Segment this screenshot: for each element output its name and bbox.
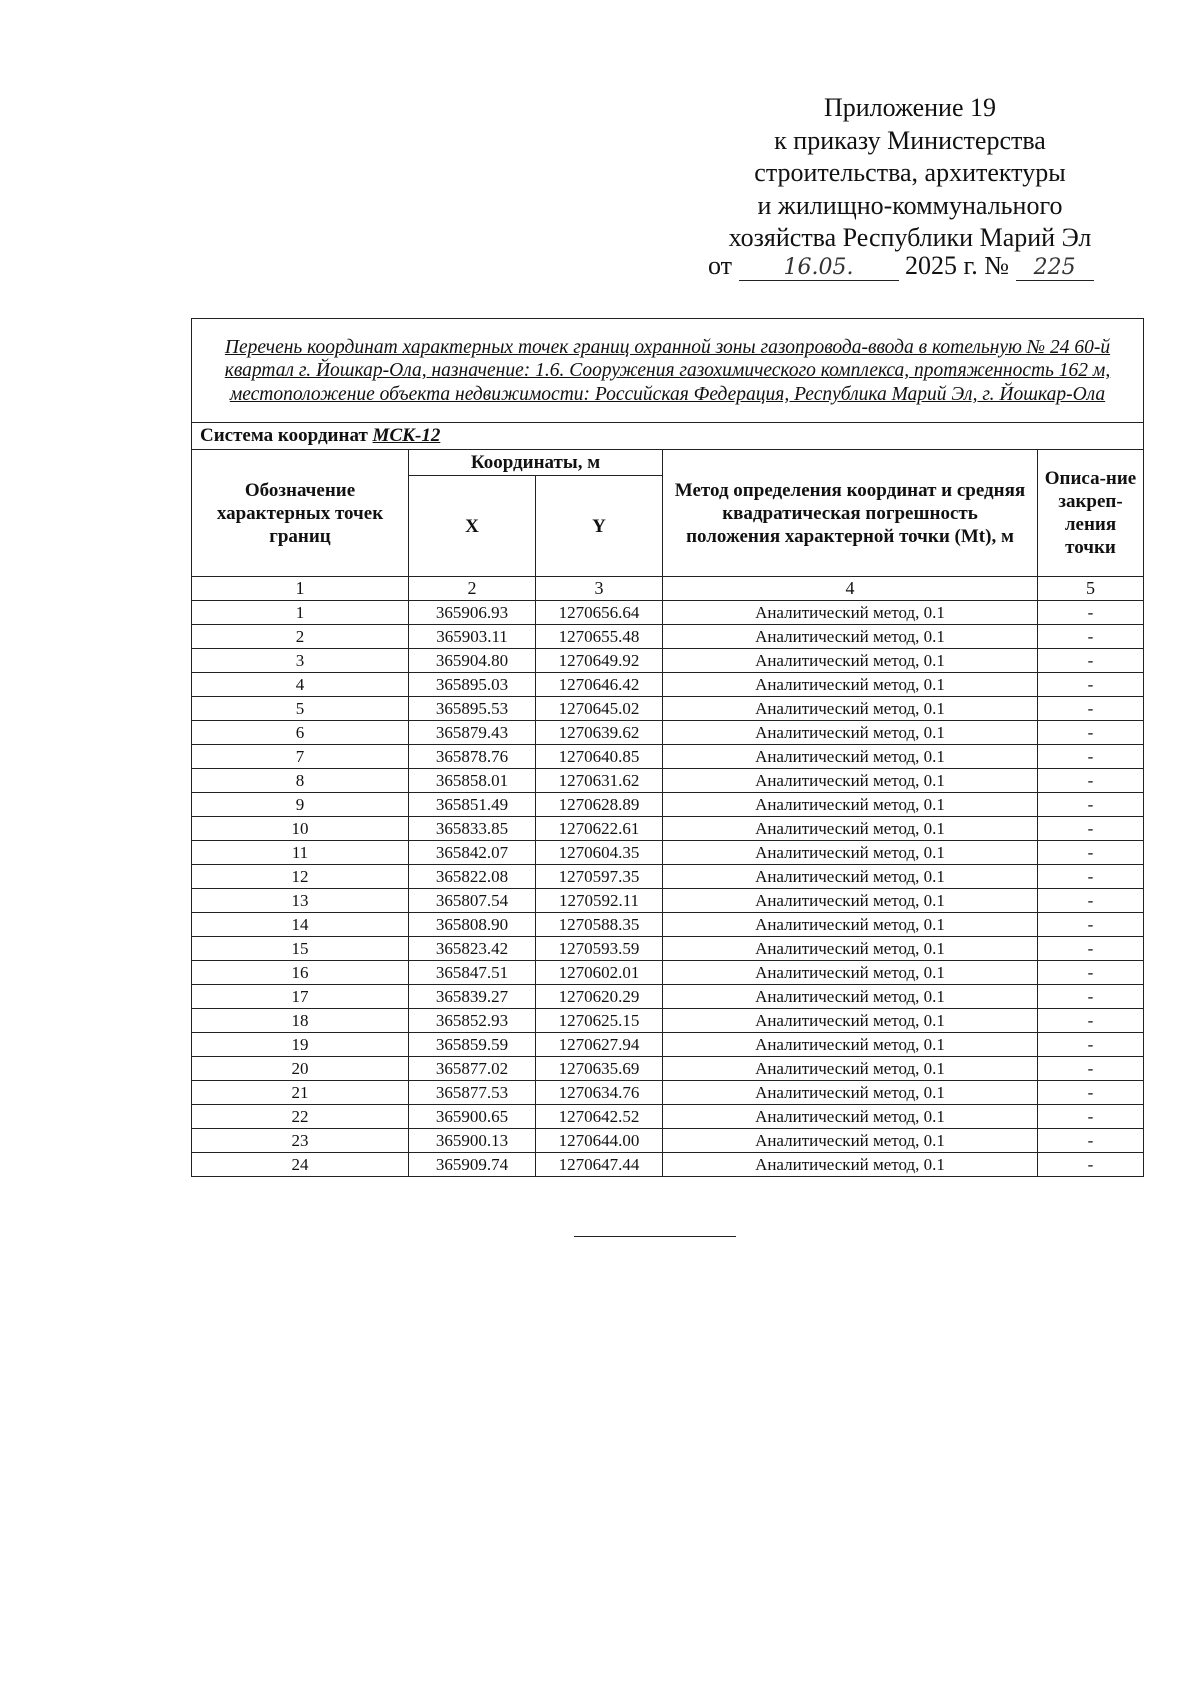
coordinate-system-value: МСК-12 — [372, 425, 441, 446]
cell-description: - — [1038, 961, 1144, 985]
appendix-line: хозяйства Республики Марий Эл — [728, 223, 1092, 252]
cell-y: 1270628.89 — [536, 793, 663, 817]
cell-method: Аналитический метод, 0.1 — [663, 745, 1038, 769]
cell-point-number: 23 — [192, 1129, 409, 1153]
cell-description: - — [1038, 841, 1144, 865]
cell-description: - — [1038, 769, 1144, 793]
cell-method: Аналитический метод, 0.1 — [663, 1129, 1038, 1153]
order-number-handwritten: 225 — [1016, 256, 1094, 281]
cell-method: Аналитический метод, 0.1 — [663, 601, 1038, 625]
cell-x: 365842.07 — [409, 841, 536, 865]
cell-y: 1270635.69 — [536, 1057, 663, 1081]
cell-description: - — [1038, 1153, 1144, 1177]
table-row — [192, 721, 1144, 745]
cell-y: 1270592.11 — [536, 889, 663, 913]
appendix-line: к приказу Министерства — [774, 125, 1046, 155]
cell-point-number: 3 — [192, 649, 409, 673]
header-coordinates: Координаты, м — [409, 450, 663, 476]
column-number: 2 — [409, 577, 536, 601]
cell-y: 1270588.35 — [536, 913, 663, 937]
cell-method: Аналитический метод, 0.1 — [663, 889, 1038, 913]
cell-y: 1270655.48 — [536, 625, 663, 649]
cell-point-number: 13 — [192, 889, 409, 913]
column-number: 4 — [663, 577, 1038, 601]
cell-x: 365807.54 — [409, 889, 536, 913]
cell-description: - — [1038, 721, 1144, 745]
cell-description: - — [1038, 1057, 1144, 1081]
table-row — [192, 625, 1144, 649]
cell-description: - — [1038, 1033, 1144, 1057]
table-row — [192, 601, 1144, 625]
cell-method: Аналитический метод, 0.1 — [663, 1057, 1038, 1081]
table-row — [192, 937, 1144, 961]
cell-x: 365903.11 — [409, 625, 536, 649]
cell-method: Аналитический метод, 0.1 — [663, 985, 1038, 1009]
header-method: Метод определения координат и средняя квадратическая погрешность положения характерной точки (Mt), м — [663, 450, 1038, 577]
cell-method: Аналитический метод, 0.1 — [663, 865, 1038, 889]
table-row — [192, 1033, 1144, 1057]
cell-y: 1270656.64 — [536, 601, 663, 625]
cell-method: Аналитический метод, 0.1 — [663, 793, 1038, 817]
cell-x: 365900.13 — [409, 1129, 536, 1153]
cell-x: 365877.02 — [409, 1057, 536, 1081]
cell-x: 365858.01 — [409, 769, 536, 793]
cell-method: Аналитический метод, 0.1 — [663, 913, 1038, 937]
cell-method: Аналитический метод, 0.1 — [663, 625, 1038, 649]
cell-point-number: 2 — [192, 625, 409, 649]
cell-x: 365852.93 — [409, 1009, 536, 1033]
cell-point-number: 17 — [192, 985, 409, 1009]
table-row — [192, 817, 1144, 841]
cell-method: Аналитический метод, 0.1 — [663, 817, 1038, 841]
table-row — [192, 1057, 1144, 1081]
cell-y: 1270646.42 — [536, 673, 663, 697]
table-row — [192, 1153, 1144, 1177]
cell-y: 1270647.44 — [536, 1153, 663, 1177]
table-row — [192, 985, 1144, 1009]
cell-method: Аналитический метод, 0.1 — [663, 721, 1038, 745]
cell-point-number: 21 — [192, 1081, 409, 1105]
cell-x: 365822.08 — [409, 865, 536, 889]
cell-method: Аналитический метод, 0.1 — [663, 841, 1038, 865]
cell-point-number: 10 — [192, 817, 409, 841]
cell-method: Аналитический метод, 0.1 — [663, 769, 1038, 793]
table-row — [192, 889, 1144, 913]
table-row — [192, 961, 1144, 985]
cell-description: - — [1038, 793, 1144, 817]
coordinate-system — [192, 423, 1144, 450]
cell-description: - — [1038, 1129, 1144, 1153]
cell-description: - — [1038, 1081, 1144, 1105]
cell-description: - — [1038, 937, 1144, 961]
cell-point-number: 12 — [192, 865, 409, 889]
cell-description: - — [1038, 817, 1144, 841]
cell-description: - — [1038, 865, 1144, 889]
coordinate-system-label: Система координат — [200, 425, 368, 446]
cell-x: 365895.53 — [409, 697, 536, 721]
cell-y: 1270625.15 — [536, 1009, 663, 1033]
cell-description: - — [1038, 985, 1144, 1009]
cell-y: 1270593.59 — [536, 937, 663, 961]
cell-method: Аналитический метод, 0.1 — [663, 1009, 1038, 1033]
cell-x: 365909.74 — [409, 1153, 536, 1177]
table-row — [192, 745, 1144, 769]
cell-point-number: 22 — [192, 1105, 409, 1129]
appendix-header — [690, 92, 1130, 255]
table-row — [192, 1105, 1144, 1129]
cell-x: 365904.80 — [409, 649, 536, 673]
table-row — [192, 769, 1144, 793]
header-y: Y — [536, 476, 663, 577]
cell-description: - — [1038, 697, 1144, 721]
cell-point-number: 19 — [192, 1033, 409, 1057]
cell-y: 1270597.35 — [536, 865, 663, 889]
table-row — [192, 1129, 1144, 1153]
cell-x: 365878.76 — [409, 745, 536, 769]
cell-point-number: 24 — [192, 1153, 409, 1177]
cell-x: 365839.27 — [409, 985, 536, 1009]
header-x: X — [409, 476, 536, 577]
cell-y: 1270639.62 — [536, 721, 663, 745]
cell-point-number: 6 — [192, 721, 409, 745]
cell-point-number: 4 — [192, 673, 409, 697]
cell-description: - — [1038, 625, 1144, 649]
table-row — [192, 793, 1144, 817]
cell-point-number: 11 — [192, 841, 409, 865]
cell-y: 1270604.35 — [536, 841, 663, 865]
cell-description: - — [1038, 889, 1144, 913]
cell-description: - — [1038, 1009, 1144, 1033]
table-row — [192, 841, 1144, 865]
cell-description: - — [1038, 601, 1144, 625]
cell-method: Аналитический метод, 0.1 — [663, 961, 1038, 985]
cell-y: 1270631.62 — [536, 769, 663, 793]
table-row — [192, 1009, 1144, 1033]
cell-description: - — [1038, 1105, 1144, 1129]
cell-method: Аналитический метод, 0.1 — [663, 937, 1038, 961]
order-year-text: 2025 г. № — [905, 251, 1010, 280]
column-number: 3 — [536, 577, 663, 601]
header-point: Обозначение характерных точек границ — [192, 450, 409, 577]
table-row — [192, 1081, 1144, 1105]
cell-point-number: 5 — [192, 697, 409, 721]
separator-line — [574, 1236, 736, 1237]
cell-x: 365906.93 — [409, 601, 536, 625]
table-row — [192, 697, 1144, 721]
cell-point-number: 20 — [192, 1057, 409, 1081]
cell-description: - — [1038, 745, 1144, 769]
cell-x: 365900.65 — [409, 1105, 536, 1129]
header-description: Описа-ние закреп-ления точки — [1038, 450, 1144, 577]
cell-method: Аналитический метод, 0.1 — [663, 697, 1038, 721]
cell-x: 365859.59 — [409, 1033, 536, 1057]
cell-point-number: 7 — [192, 745, 409, 769]
cell-method: Аналитический метод, 0.1 — [663, 649, 1038, 673]
table-row — [192, 673, 1144, 697]
cell-point-number: 9 — [192, 793, 409, 817]
cell-y: 1270620.29 — [536, 985, 663, 1009]
cell-method: Аналитический метод, 0.1 — [663, 1081, 1038, 1105]
cell-x: 365847.51 — [409, 961, 536, 985]
column-number: 5 — [1038, 577, 1144, 601]
table-row — [192, 649, 1144, 673]
cell-x: 365808.90 — [409, 913, 536, 937]
cell-method: Аналитический метод, 0.1 — [663, 1153, 1038, 1177]
cell-y: 1270634.76 — [536, 1081, 663, 1105]
cell-point-number: 16 — [192, 961, 409, 985]
appendix-line: и жилищно-коммунального — [757, 190, 1063, 220]
cell-x: 365879.43 — [409, 721, 536, 745]
cell-y: 1270649.92 — [536, 649, 663, 673]
cell-x: 365851.49 — [409, 793, 536, 817]
table-row — [192, 865, 1144, 889]
cell-x: 365823.42 — [409, 937, 536, 961]
order-date-line — [708, 251, 1094, 281]
cell-point-number: 18 — [192, 1009, 409, 1033]
cell-point-number: 1 — [192, 601, 409, 625]
cell-point-number: 8 — [192, 769, 409, 793]
order-date-handwritten: 16.05. — [739, 256, 899, 281]
appendix-line: Приложение 19 — [823, 93, 997, 122]
cell-method: Аналитический метод, 0.1 — [663, 1033, 1038, 1057]
cell-description: - — [1038, 673, 1144, 697]
cell-y: 1270645.02 — [536, 697, 663, 721]
cell-description: - — [1038, 649, 1144, 673]
cell-y: 1270602.01 — [536, 961, 663, 985]
cell-y: 1270640.85 — [536, 745, 663, 769]
cell-y: 1270642.52 — [536, 1105, 663, 1129]
table-row — [192, 913, 1144, 937]
column-number: 1 — [192, 577, 409, 601]
cell-y: 1270644.00 — [536, 1129, 663, 1153]
date-prefix: от — [708, 251, 733, 280]
appendix-line: строительства, архитектуры — [754, 158, 1066, 187]
cell-x: 365833.85 — [409, 817, 536, 841]
table-caption: Перечень координат характерных точек границ охранной зоны газопровода-ввода в котельную № 24 60-й квартал г. Йошкар-Ола, назначение: 1.6. Сооружения газохимического комплекса, протяженность 162 м, местоположение объекта недвижимости: Российская Федерация, Республика Марий Эл, г. Йошкар-Ола — [192, 319, 1144, 423]
cell-point-number: 15 — [192, 937, 409, 961]
cell-point-number: 14 — [192, 913, 409, 937]
cell-y: 1270622.61 — [536, 817, 663, 841]
cell-y: 1270627.94 — [536, 1033, 663, 1057]
coordinates-table — [191, 318, 1144, 1177]
cell-description: - — [1038, 913, 1144, 937]
cell-x: 365895.03 — [409, 673, 536, 697]
cell-x: 365877.53 — [409, 1081, 536, 1105]
cell-method: Аналитический метод, 0.1 — [663, 673, 1038, 697]
cell-method: Аналитический метод, 0.1 — [663, 1105, 1038, 1129]
